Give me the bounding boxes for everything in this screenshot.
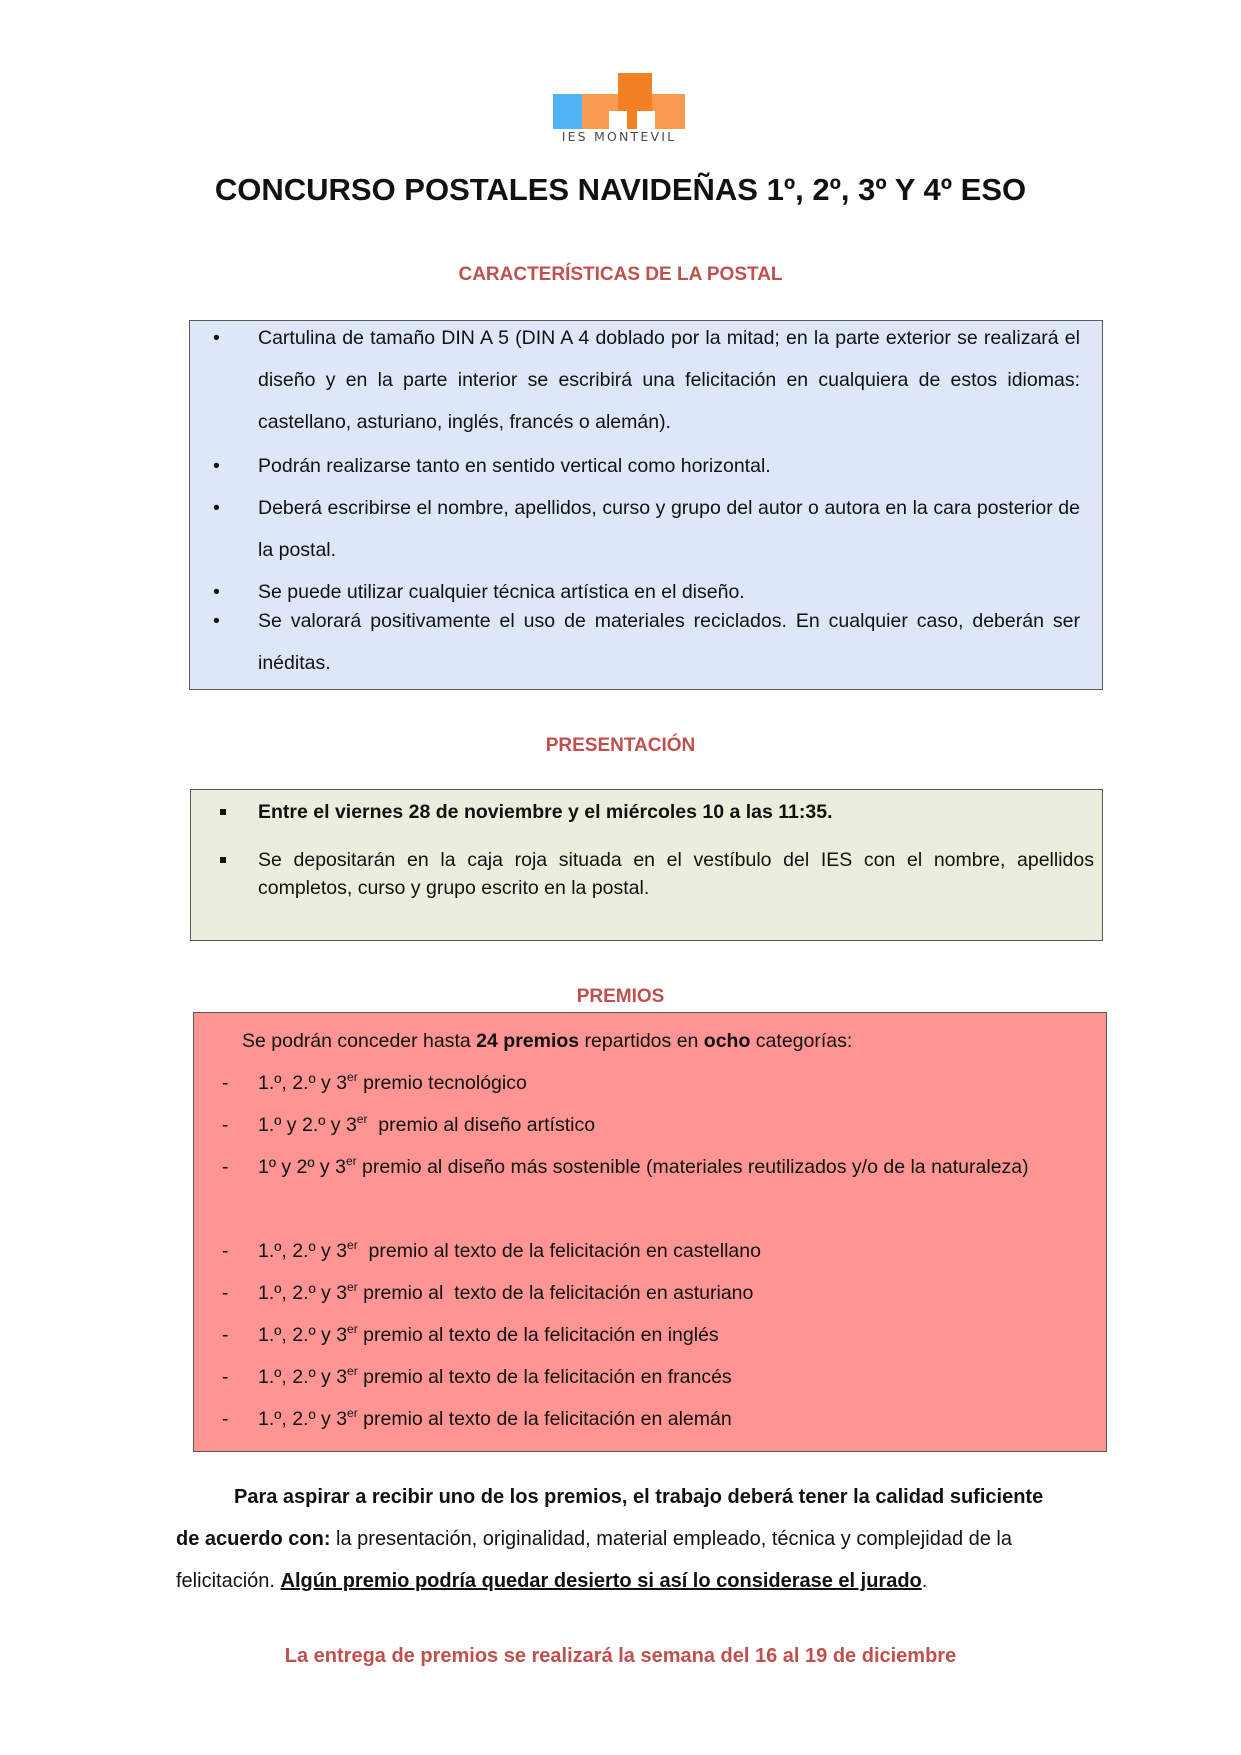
logo-blocks-icon [553,73,685,129]
square-bullet-icon [220,809,226,815]
list-item: Se depositarán en la caja roja situada en el vestíbulo del IES con el nombre, apellidos completos, curso y grupo escrito en la postal. [258,846,1094,902]
list-item: • Deberá escribirse el nombre, apellidos, curso y grupo del autor o autora en la cara posterior de la postal. [258,487,1080,571]
premio-item: - 1.º, 2.º y 3er premio al texto de la felicitación en asturiano [258,1272,1030,1314]
bullet-icon: • [213,327,220,349]
list-item: • Podrán realizarse tanto en sentido vertical como horizontal. [258,445,1080,487]
footer-note: La entrega de premios se realizará la semana del 16 al 19 de diciembre [284,1645,957,1667]
bullet-icon: • [213,497,220,519]
calidad-paragraph: Para aspirar a recibir uno de los premios, el trabajo deberá tener la calidad suficiente de acuerdo con: la presentación, originalidad, material empleado, técnica y complejidad de la felicitación. Algún premio podría quedar desierto si así lo considerase el jurado. [176,1486,1044,1592]
dash-bullet-icon: - [222,1408,229,1430]
list-item: • Cartulina de tamaño DIN A 5 (DIN A 4 doblado por la mitad; en la parte exterior se realizará el diseño y en la parte interior se escribirá una felicitación en cualquiera de estos idiomas: castellano, asturiano, inglés, francés o alemán). [258,317,1080,443]
list-item: Entre el viernes 28 de noviembre y el miércoles 10 a las 11:35. [258,798,1094,826]
dash-bullet-icon: - [222,1324,229,1346]
premio-item: - 1.º, 2.º y 3er premio al texto de la felicitación en francés [258,1356,1030,1398]
bullet-icon: • [213,455,220,477]
list-item: • Se valorará positivamente el uso de materiales reciclados. En cualquier caso, deberán ser inéditas. [258,600,1080,684]
caracteristicas-heading: CARACTERÍSTICAS DE LA POSTAL [458,264,783,285]
page-title: CONCURSO POSTALES NAVIDEÑAS 1º, 2º, 3º Y 4º ESO [214,172,1027,207]
bullet-icon: • [213,610,220,632]
presentacion-heading: PRESENTACIÓN [545,735,696,756]
premio-item: - 1.º, 2.º y 3er premio al texto de la felicitación en inglés [258,1314,1030,1356]
premios-heading: PREMIOS [576,986,665,1007]
premio-item: - 1.º, 2.º y 3er premio al texto de la felicitación en alemán [258,1398,1030,1440]
school-logo [553,73,685,149]
dash-bullet-icon: - [222,1240,229,1262]
premio-item: - 1.º y 2.º y 3er premio al diseño artístico [258,1104,1030,1146]
premio-item: - 1.º, 2.º y 3er premio al texto de la felicitación en castellano [258,1230,1030,1272]
square-bullet-icon [220,857,226,863]
dash-bullet-icon: - [222,1114,229,1136]
bullet-icon: • [213,581,220,603]
premios-intro: Se podrán conceder hasta 24 premios repartidos en ocho categorías: [242,1030,853,1052]
list-item: • Se puede utilizar cualquier técnica artística en el diseño. [258,573,1080,611]
dash-bullet-icon: - [222,1282,229,1304]
premio-item: - 1º y 2º y 3er premio al diseño más sostenible (materiales reutilizados y/o de la naturaleza) [258,1146,1030,1188]
dash-bullet-icon: - [222,1156,229,1178]
logo-text: IES MONTEVIL [561,129,677,144]
dash-bullet-icon: - [222,1072,229,1094]
dash-bullet-icon: - [222,1366,229,1388]
premio-item: - 1.º, 2.º y 3er premio tecnológico [258,1062,1030,1104]
